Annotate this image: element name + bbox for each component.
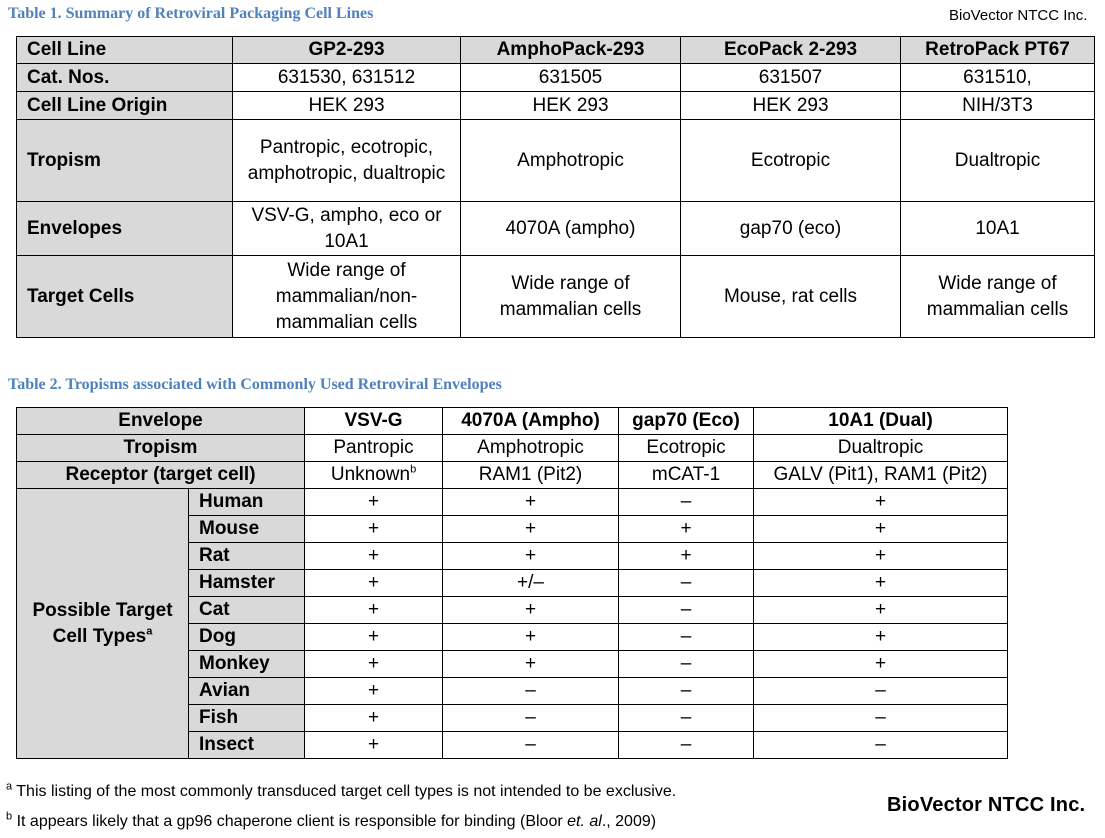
species-name: Human <box>189 489 305 516</box>
footnote-marker: b <box>6 810 13 823</box>
species-row <box>17 489 1008 516</box>
table-cell: mCAT-1 <box>619 462 754 489</box>
tropism-value-cell: – <box>619 732 754 759</box>
table-cell: Ecotropic <box>619 435 754 462</box>
tropism-value-cell: – <box>619 570 754 597</box>
table2-header-cell: gap70 (Eco) <box>619 408 754 435</box>
receptor-row <box>17 462 1008 489</box>
tropism-value-cell: – <box>754 705 1008 732</box>
table2-caption: Table 2. Tropisms associated with Commonly Used Retroviral Envelopes <box>8 376 502 393</box>
table-cell: Wide range of mammalian/non-mammalian cells <box>233 256 461 338</box>
tropism-value-cell: – <box>754 678 1008 705</box>
tropism-value-cell: + <box>619 516 754 543</box>
tropism-value-cell: + <box>754 516 1008 543</box>
species-name: Avian <box>189 678 305 705</box>
footnote-a <box>6 780 677 801</box>
footnote-text: ., 2009) <box>601 813 657 830</box>
tropism-value-cell: + <box>443 597 619 624</box>
row-label: Envelopes <box>17 202 233 256</box>
footnote-italic: et. al <box>567 813 602 830</box>
tropism-value-cell: + <box>305 624 443 651</box>
table-cell: HEK 293 <box>681 92 901 120</box>
table-cell: RAM1 (Pit2) <box>443 462 619 489</box>
table-cell: Dualtropic <box>754 435 1008 462</box>
table-cell: Pantropic <box>305 435 443 462</box>
table1-row <box>17 92 1095 120</box>
footnote-marker: a <box>6 780 13 793</box>
species-name: Insect <box>189 732 305 759</box>
tropism-value-cell: – <box>619 624 754 651</box>
table1-header-cell: RetroPack PT67 <box>901 37 1095 64</box>
tropism-value-cell: + <box>305 543 443 570</box>
species-name: Hamster <box>189 570 305 597</box>
table-cell: GALV (Pit1), RAM1 (Pit2) <box>754 462 1008 489</box>
tropism-value-cell: + <box>305 597 443 624</box>
table1-caption: Table 1. Summary of Retroviral Packaging Cell Lines <box>8 5 374 22</box>
row-label: Cat. Nos. <box>17 64 233 92</box>
species-name: Mouse <box>189 516 305 543</box>
table-cell: Amphotropic <box>461 120 681 202</box>
tropism-value-cell: + <box>305 732 443 759</box>
packaging-cell-lines-table <box>16 36 1095 338</box>
footnote-marker: a <box>146 625 153 638</box>
brand-label-top: BioVector NTCC Inc. <box>949 7 1088 24</box>
table2-header-cell: 10A1 (Dual) <box>754 408 1008 435</box>
table1-header-row <box>17 37 1095 64</box>
tropism-value-cell: – <box>619 651 754 678</box>
group-label-cell <box>17 489 189 759</box>
table2-header-row <box>17 408 1008 435</box>
row-label: Tropism <box>17 120 233 202</box>
table1-row <box>17 256 1095 338</box>
tropism-value-cell: – <box>443 732 619 759</box>
table1-header-cell: AmphoPack-293 <box>461 37 681 64</box>
tropism-value-cell: + <box>754 651 1008 678</box>
tropism-value-cell: + <box>305 678 443 705</box>
tropism-value-cell: – <box>443 705 619 732</box>
table1-row <box>17 202 1095 256</box>
tropism-value-cell: – <box>619 597 754 624</box>
table2-header-cell: VSV-G <box>305 408 443 435</box>
table-cell: Dualtropic <box>901 120 1095 202</box>
tropism-value-cell: + <box>305 651 443 678</box>
tropism-row <box>17 435 1008 462</box>
tropism-value-cell: + <box>443 543 619 570</box>
footnote-text: This listing of the most commonly transduced target cell types is not intended to be exclusive. <box>16 783 677 800</box>
species-name: Rat <box>189 543 305 570</box>
table-cell: 631507 <box>681 64 901 92</box>
row-label: Cell Line Origin <box>17 92 233 120</box>
table-cell: 631505 <box>461 64 681 92</box>
table2-header-cell: Envelope <box>17 408 305 435</box>
tropism-value-cell: +/– <box>443 570 619 597</box>
tropism-value-cell: + <box>443 516 619 543</box>
species-rows <box>17 489 1008 759</box>
cell-text: Unknown <box>330 464 411 485</box>
tropism-value-cell: – <box>619 678 754 705</box>
table-cell: Amphotropic <box>443 435 619 462</box>
tropism-value-cell: + <box>305 516 443 543</box>
footnote-marker: b <box>410 463 417 476</box>
tropism-value-cell: + <box>305 705 443 732</box>
table-cell: NIH/3T3 <box>901 92 1095 120</box>
table2-header-cell: 4070A (Ampho) <box>443 408 619 435</box>
tropism-value-cell: + <box>754 489 1008 516</box>
table1-row <box>17 120 1095 202</box>
tropism-value-cell: + <box>619 543 754 570</box>
tropism-value-cell: + <box>305 570 443 597</box>
table-cell: HEK 293 <box>233 92 461 120</box>
footnote-text: It appears likely that a gp96 chaperone client is responsible for binding (Bloor <box>16 813 568 830</box>
table-cell: Pantropic, ecotropic, amphotropic, dualtropic <box>233 120 461 202</box>
tropism-value-cell: + <box>754 570 1008 597</box>
footnote-b <box>6 810 657 831</box>
tropism-value-cell: – <box>754 732 1008 759</box>
table1-header-cell: EcoPack 2-293 <box>681 37 901 64</box>
group-label: Possible Target Cell Types <box>32 599 173 647</box>
row-label: Receptor (target cell) <box>17 462 305 489</box>
tropism-value-cell: – <box>443 678 619 705</box>
tropism-value-cell: + <box>443 489 619 516</box>
row-label: Target Cells <box>17 256 233 338</box>
tropism-value-cell: + <box>754 624 1008 651</box>
species-name: Cat <box>189 597 305 624</box>
envelope-tropism-table <box>16 407 1008 759</box>
table-cell: Wide range of mammalian cells <box>461 256 681 338</box>
tropism-value-cell: + <box>754 597 1008 624</box>
table1-row <box>17 64 1095 92</box>
table-cell: Mouse, rat cells <box>681 256 901 338</box>
tropism-value-cell: – <box>619 489 754 516</box>
table-cell: VSV-G, ampho, eco or 10A1 <box>233 202 461 256</box>
tropism-value-cell: – <box>619 705 754 732</box>
table-cell <box>305 462 443 489</box>
tropism-value-cell: + <box>443 651 619 678</box>
tropism-value-cell: + <box>443 624 619 651</box>
table1-header-cell: GP2-293 <box>233 37 461 64</box>
table-cell: 631530, 631512 <box>233 64 461 92</box>
tropism-value-cell: + <box>305 489 443 516</box>
table-cell: Ecotropic <box>681 120 901 202</box>
tropism-value-cell: + <box>754 543 1008 570</box>
table-cell: gap70 (eco) <box>681 202 901 256</box>
row-label: Tropism <box>17 435 305 462</box>
table1-header-cell: Cell Line <box>17 37 233 64</box>
table-cell: 631510, <box>901 64 1095 92</box>
species-name: Monkey <box>189 651 305 678</box>
table-cell: 10A1 <box>901 202 1095 256</box>
table-cell: 4070A (ampho) <box>461 202 681 256</box>
table-cell: Wide range of mammalian cells <box>901 256 1095 338</box>
table-cell: HEK 293 <box>461 92 681 120</box>
brand-label-bottom: BioVector NTCC Inc. <box>887 794 1086 816</box>
species-name: Dog <box>189 624 305 651</box>
species-name: Fish <box>189 705 305 732</box>
